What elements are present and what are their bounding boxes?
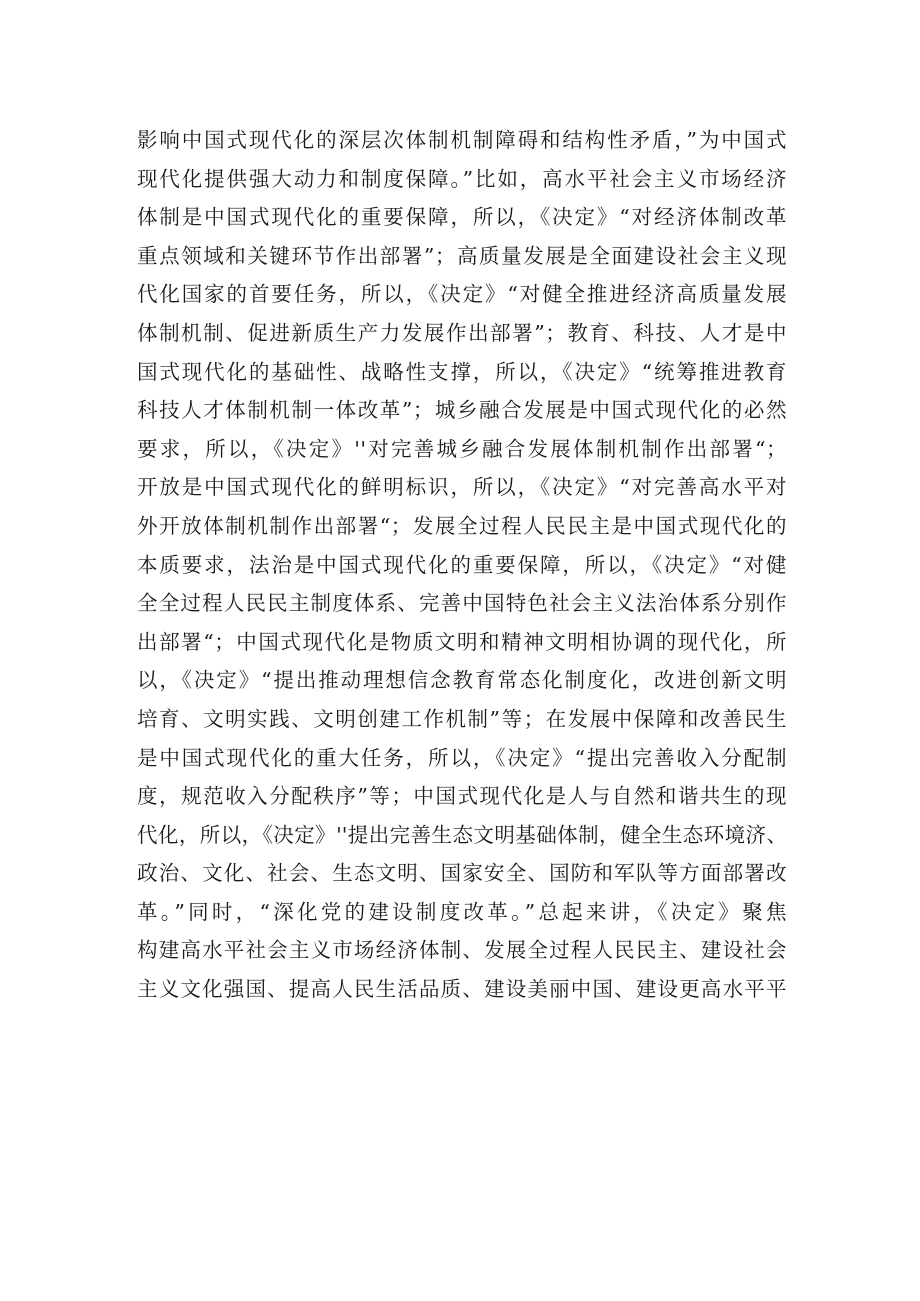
text-line: 体制是中国式现代化的重要保障，所以，《决定》“对经济体制改革 xyxy=(137,205,787,230)
text-line: 代化，所以，《决定》''提出完善生态文明基础体制，健全生态环境济、 xyxy=(137,822,787,847)
text-line: 国式现代化的基础性、战略性支撑，所以，《决定》“统筹推进教育 xyxy=(137,359,787,384)
text-line: 培育、文明实践、文明创建工作机制”等；在发展中保障和改善民生 xyxy=(137,706,787,731)
text-line: 影响中国式现代化的深层次体制机制障碍和结构性矛盾，”为中国式 xyxy=(137,128,787,152)
text-line: 构建高水平社会主义市场经济体制、发展全过程人民民主、建设社会 xyxy=(137,938,787,963)
text-line: 度，规范收入分配秩序”等；中国式现代化是人与自然和谐共生的现 xyxy=(137,784,787,809)
text-line: 本质要求，法治是中国式现代化的重要保障，所以，《决定》“对健 xyxy=(137,552,787,577)
text-line: 是中国式现代化的重大任务，所以，《决定》“提出完善收入分配制 xyxy=(137,745,787,770)
text-line: 体制机制、促进新质生产力发展作出部署”；教育、科技、人才是中 xyxy=(137,320,787,345)
text-line: 出部署“；中国式现代化是物质文明和精神文明相协调的现代化，所 xyxy=(137,629,787,654)
body-paragraph xyxy=(137,121,787,1009)
text-line: 要求，所以，《决定》''对完善城乡融合发展体制机制作出部署“； xyxy=(137,436,787,461)
text-line: 以，《决定》“提出推动理想信念教育常态化制度化，改进创新文明 xyxy=(137,668,787,693)
text-line: 现代化提供强大动力和制度保障。”比如，高水平社会主义市场经济 xyxy=(137,166,787,191)
text-line: 代化国家的首要任务，所以，《决定》“对健全推进经济高质量发展 xyxy=(137,282,787,307)
text-line: 开放是中国式现代化的鲜明标识，所以，《决定》“对完善高水平对 xyxy=(137,475,787,500)
text-line: 外开放体制机制作出部署“；发展全过程人民民主是中国式现代化的 xyxy=(137,513,787,538)
text-line: 科技人才体制机制一体改革”；城乡融合发展是中国式现代化的必然 xyxy=(137,398,787,423)
text-line: 主义文化强国、提高人民生活品质、建设美丽中国、建设更高水平平 xyxy=(137,977,787,1002)
text-line: 革。”同时，“深化党的建设制度改革。”总起来讲，《决定》聚焦 xyxy=(137,899,787,924)
text-line: 政治、文化、社会、生态文明、国家安全、国防和军队等方面部署改 xyxy=(137,861,787,886)
text-line: 重点领域和关键环节作出部署”；高质量发展是全面建设社会主义现 xyxy=(137,243,787,268)
text-line: 全全过程人民民主制度体系、完善中国特色社会主义法治体系分别作 xyxy=(137,591,787,616)
